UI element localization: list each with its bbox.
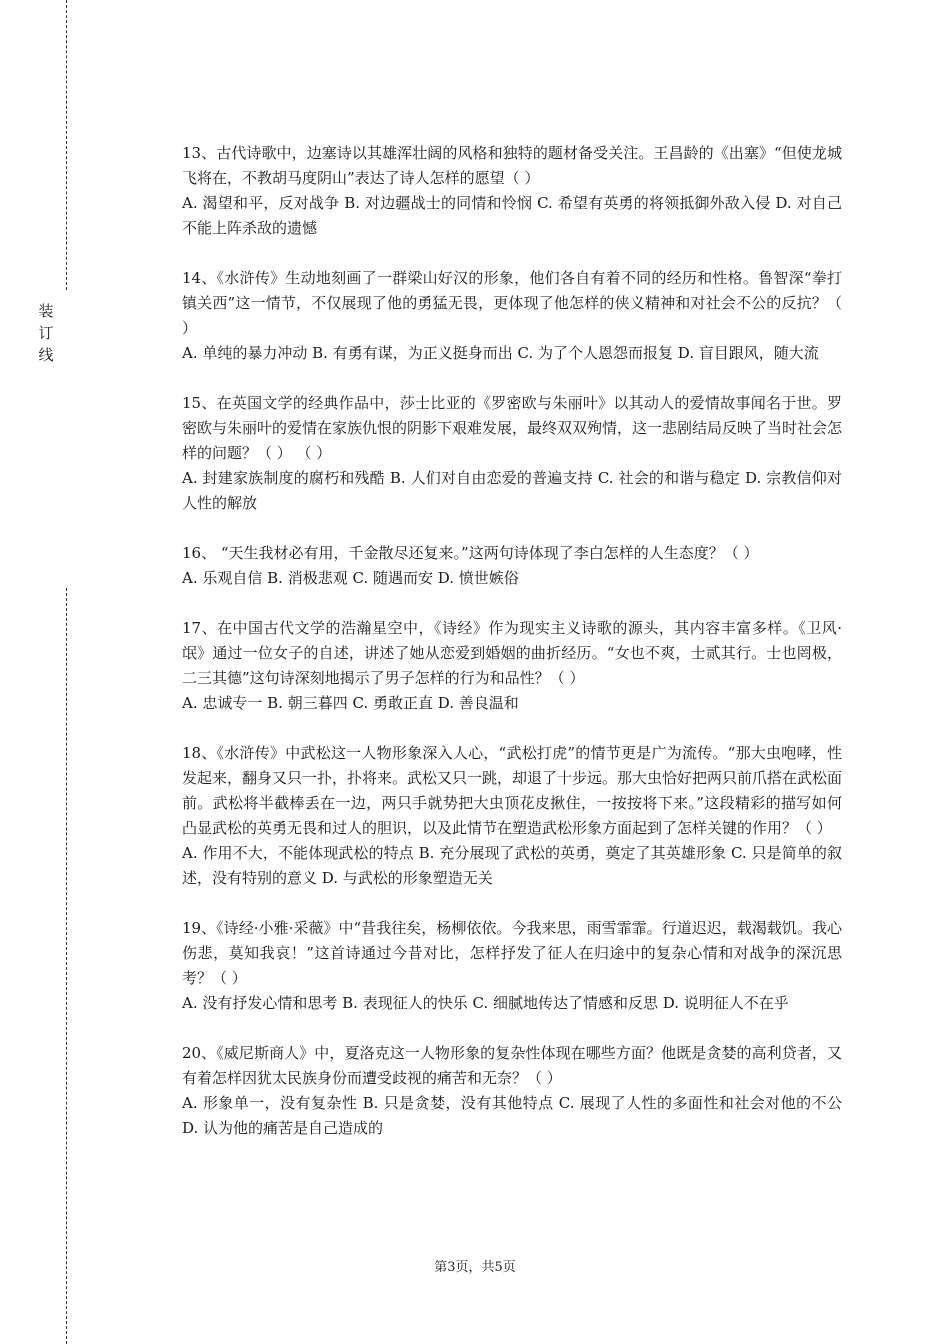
question-options: A. 乐观自信 B. 消极悲观 C. 随遇而安 D. 愤世嫉俗 [182,569,519,587]
question-options: A. 形象单一，没有复杂性 B. 只是贪婪，没有其他特点 C. 展现了人性的多面性和社会对他的不公 D. 认为他的痛苦是自己造成的 [182,1094,842,1137]
binding-dashed-line-bottom [66,588,67,1344]
question-19 [182,916,842,1016]
question-13 [182,141,842,241]
binding-label [34,300,58,366]
question-options: A. 作用不大，不能体现武松的特点 B. 充分展现了武松的英勇，奠定了其英雄形象 C. 只是简单的叙述，没有特别的意义 D. 与武松的形象塑造无关 [182,844,842,887]
question-text: 14、《水浒传》生动地刻画了一群梁山好汉的形象，他们各自有着不同的经历和性格。鲁智深“拳打镇关西”这一情节，不仅展现了他的勇猛无畏，更体现了他怎样的侠义精神和对社会不公的反抗？（ ） [182,269,842,337]
question-options: A. 封建家族制度的腐朽和残酷 B. 人们对自由恋爱的普遍支持 C. 社会的和谐与稳定 D. 宗教信仰对人性的解放 [182,469,842,512]
question-text: 19、《诗经·小雅·采薇》中“昔我往矣，杨柳依依。今我来思，雨雪霏霏。行道迟迟，载渴载饥。我心伤悲，莫知我哀！”这首诗通过今昔对比，怎样抒发了征人在归途中的复杂心情和对战争的深沉思考？（ ） [182,919,842,987]
question-text: 16、 “天生我材必有用，千金散尽还复来。”这两句诗体现了李白怎样的人生态度？（ ） [182,544,759,562]
question-text: 17、在中国古代文学的浩瀚星空中，《诗经》作为现实主义诗歌的源头，其内容丰富多样。《卫风·氓》通过一位女子的自述，讲述了她从恋爱到婚姻的曲折经历。“女也不爽，士贰其行。士也罔极，二三其德”这句诗深刻地揭示了男子怎样的行为和品性？（ ） [182,619,842,687]
question-text: 15、在英国文学的经典作品中，莎士比亚的《罗密欧与朱丽叶》以其动人的爱情故事闻名于世。罗密欧与朱丽叶的爱情在家族仇恨的阴影下艰难发展，最终双双殉情，这一悲剧结局反映了当时社会怎样的问题？（ ） （ ） [182,394,843,462]
page-number: 第3页，共5页 [434,1260,516,1275]
binding-dashed-line-top [66,0,67,290]
binding-char: 装 [38,302,54,320]
question-options: A. 单纯的暴力冲动 B. 有勇有谋，为正义挺身而出 C. 为了个人恩怨而报复 D. 盲目跟风，随大流 [182,344,819,362]
binding-char: 订 [38,324,54,342]
question-options: A. 没有抒发心情和思考 B. 表现征人的快乐 C. 细腻地传达了情感和反思 D. 说明征人不在乎 [182,994,789,1012]
binding-char: 线 [38,346,54,364]
question-text: 20、《威尼斯商人》中，夏洛克这一人物形象的复杂性体现在哪些方面？他既是贪婪的高利贷者，又有着怎样因犹太民族身份而遭受歧视的痛苦和无奈？（ ） [182,1044,842,1087]
question-16 [182,541,842,591]
question-list [182,141,842,1166]
question-17 [182,616,842,716]
question-options: A. 忠诚专一 B. 朝三暮四 C. 勇敢正直 D. 善良温和 [182,694,519,712]
question-14 [182,266,842,366]
question-18 [182,741,842,891]
question-text: 18、《水浒传》中武松这一人物形象深入人心，“武松打虎”的情节更是广为流传。“那大虫咆哮，性发起来，翻身又只一扑，扑将来。武松又只一跳，却退了十步远。那大虫恰好把两只前爪搭在武松面前。武松将半截棒丢在一边，两只手就势把大虫顶花皮揪住，一按按将下来。”这段精彩的描写如何凸显武松的英勇无畏和过人的胆识，以及此情节在塑造武松形象方面起到了怎样关键的作用？（ ） [182,744,843,837]
question-text: 13、古代诗歌中，边塞诗以其雄浑壮阔的风格和独特的题材备受关注。王昌龄的《出塞》“但使龙城飞将在，不教胡马度阴山”表达了诗人怎样的愿望（ ） [182,144,842,187]
question-options: A. 渴望和平，反对战争 B. 对边疆战士的同情和怜悯 C. 希望有英勇的将领抵御外敌入侵 D. 对自己不能上阵杀敌的遗憾 [182,194,842,237]
question-15 [182,391,842,516]
question-20 [182,1041,842,1141]
